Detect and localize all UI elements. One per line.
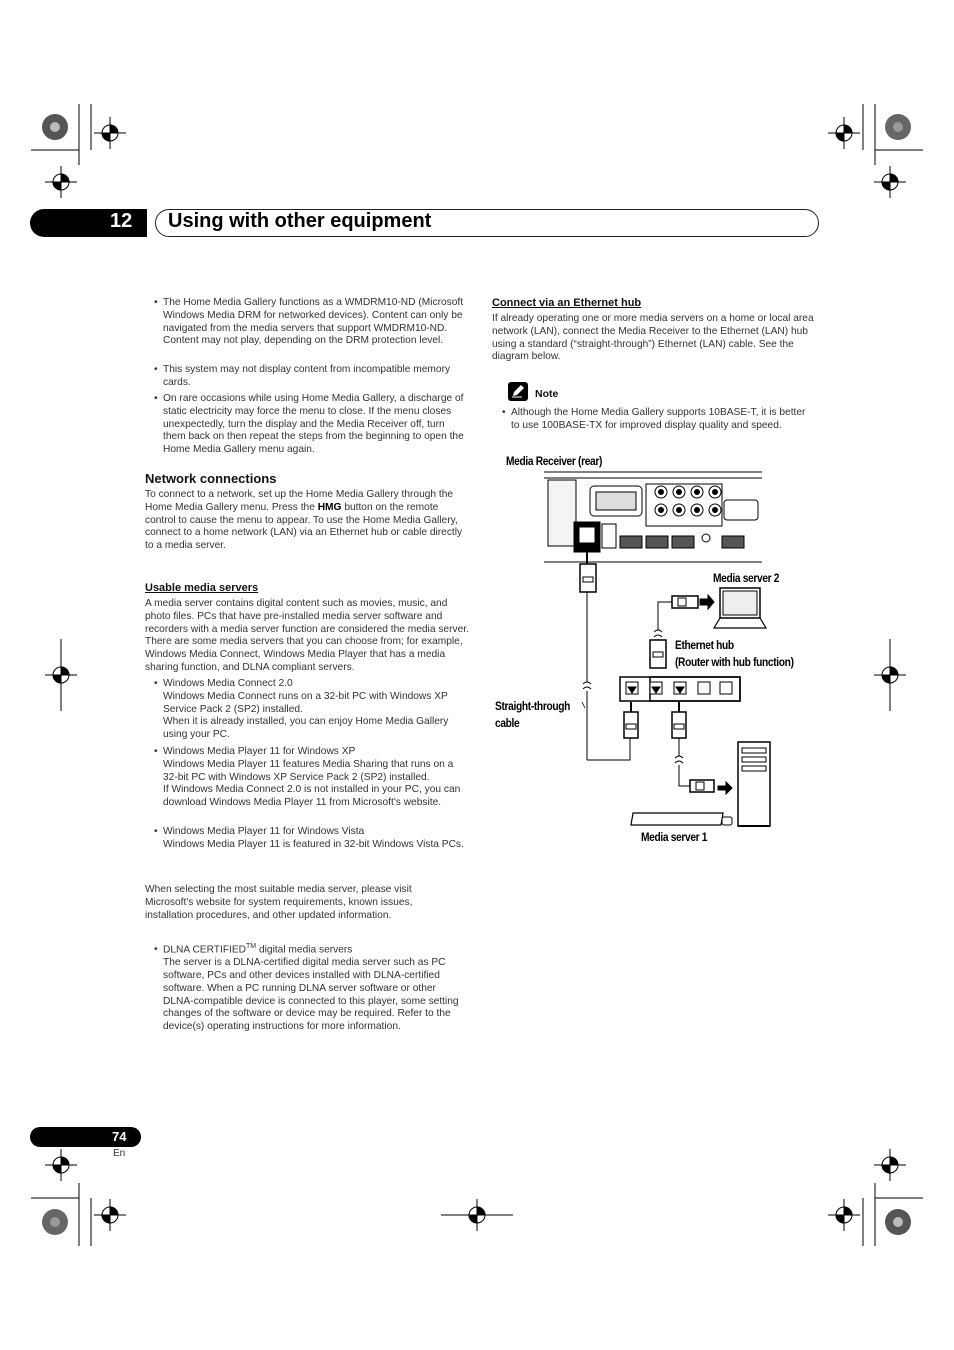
selecting-server-text: When selecting the most suitable media server, please visit Microsoft's website for system requirements, known issues, installation procedures, and other updated information. xyxy=(145,884,413,921)
ethernet-hub-text: If already operating one or more media servers on a home or local area network (LAN), connect the Media Receiver to the Ethernet (LAN) hub using a standard (“straight-through”) Ethernet (LAN) cable. See the diagram below. xyxy=(492,313,814,363)
media-receiver-rear-panel xyxy=(544,472,762,562)
router-label: (Router with hub function) xyxy=(675,655,794,669)
chapter-number: 12 xyxy=(110,210,133,232)
list-item: • The Home Media Gallery functions as a WMDRM10-ND (Microsoft Windows Media DRM for networked devices). Content can only be navigated from the media servers that support WMDRM10-ND. Content may not play, depending on the DRM protection level. xyxy=(154,297,464,347)
straight-through-label: Straight-through xyxy=(495,699,571,713)
list-item: • DLNA CERTIFIED™ digital media servers The server is a DLNA-certified digital media server such as PC software, PCs and other devices installed with DLNA-certified software. When a PC running DLNA server software or other DLNA-compatible device is connected to this player, some setting changes of the software or device may be required. Refer to the device(s) operating instructions for more information. xyxy=(154,943,459,1033)
list-item: • Windows Media Player 11 for Windows XP Windows Media Player 11 features Media Sharing that runs on a 32-bit PC with Windows XP Service Pack 2 (SP2) installed. If Windows Media Connect 2.0 is not installed in your PC, you can download Windows Media Player 11 from Microsoft's website. xyxy=(154,746,461,809)
straight-through-cable xyxy=(580,544,630,760)
cable-label: cable xyxy=(495,716,520,730)
media-server-2-laptop xyxy=(654,588,766,668)
network-diagram xyxy=(540,470,780,840)
media-server-1-label: Media server 1 xyxy=(641,830,708,844)
language-code: En xyxy=(113,1148,126,1159)
media-receiver-label: Media Receiver (rear) xyxy=(506,454,603,468)
note-text: • Although the Home Media Gallery supports 10BASE-T, it is better to use 100BASE-TX for improved display quality and speed. xyxy=(502,407,806,431)
page-number: 74 xyxy=(112,1129,127,1144)
media-server-1 xyxy=(631,738,770,826)
list-item: • On rare occasions while using Home Media Gallery, a discharge of static electricity may force the menu to close. If the menu closes unexpectedly, turn the display and the Media Receiver off, turn them back on then repeat the steps from the beginning to open the Home Media Gallery menu again. xyxy=(154,393,464,456)
usable-media-servers-heading: Usable media servers xyxy=(145,582,259,594)
list-item: • Windows Media Connect 2.0 Windows Media Connect runs on a 32-bit PC with Windows XP Service Pack 2 (SP2) installed. When it is already installed, you can enjoy Home Media Gallery using your PC. xyxy=(154,678,449,741)
ethernet-hub xyxy=(620,640,740,738)
list-item: • Windows Media Player 11 for Windows Vista Windows Media Player 11 is featured in 32-bit Windows Vista PCs. xyxy=(154,826,464,850)
usable-media-servers-text: A media server contains digital content such as movies, music, and photo files. PCs that have pre-installed media server software and recorders with a media server function are considered the media server. There are some media servers that you can choose from; for example, Windows Media Connect, Windows Media Player that has a media sharing function, and DLNA compliant servers. xyxy=(145,598,469,673)
note-icon xyxy=(508,382,528,401)
media-server-2-label: Media server 2 xyxy=(713,571,780,585)
ethernet-hub-label: Ethernet hub xyxy=(675,638,734,652)
network-connections-text: To connect to a network, set up the Home Media Gallery through the Home Media Gallery menu. Press the HMG button on the remote control to cause the menu to appear. To use the Home Media Gallery, connect to a home network (LAN) via an Ethernet hub or cable directly to a media server. xyxy=(145,489,463,552)
chapter-title: Using with other equipment xyxy=(168,210,432,232)
note-label: Note xyxy=(535,388,559,400)
list-item: • This system may not display content from incompatible memory cards. xyxy=(154,364,451,388)
network-connections-heading: Network connections xyxy=(145,471,277,486)
ethernet-hub-heading: Connect via an Ethernet hub xyxy=(492,297,642,309)
